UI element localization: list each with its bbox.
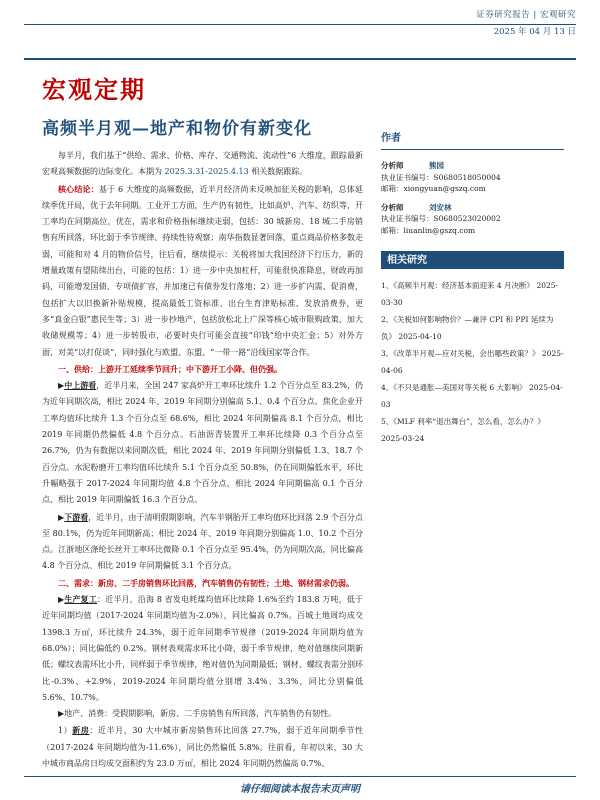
production-text: ：近半月，沿海 8 省发电耗煤均值环比续降 1.6%至约 183.8 万吨，低于近年同期均值（2017-2024 年同期均值为-2.0%），同比偏高 0.7%。百城土地周均成交 1398.3 万㎡，环比续升 24.3%，弱于近年同期季节规律（2019-2024 年同期均值为 68.0%）；同比偏低约 0.2%。钢材表观需求环比小降，弱于季节规律，绝对值继续同期新低；螺纹表需环比小升，同样弱于季节规律，绝对值仍为同期最低；钢材、螺纹表需分别环比-0.3%、+2.9%，2019-2024 年同期均值分别增 3.4%、3.3%，同比分别偏低 5.6%、10.7%。	[42, 595, 364, 702]
downstream-label: 下游看	[64, 511, 89, 522]
related-research-item[interactable]: 5、《MLF 利率“退出舞台”，怎么看，怎么办？》 2025-03-24	[381, 416, 545, 443]
header-rule-thick	[24, 58, 576, 60]
main-body	[42, 148, 363, 772]
downstream-paragraph: ▶下游看，近半月，由于清明假期影响，汽车半钢胎开工率均值环比回落 2.9 个百分点至 80.1%，仍为近年同期新高；相比 2024 年、2019 年同期分别偏高 1.0、10.2 个百分点。江浙地区涤纶长丝开工率环比微降 0.1 个百分点至 95.4%，仍为同期次高，同比偏高 4.8 个百分点、相比 2019 年同期偏低 3.1 个百分点。	[42, 511, 364, 571]
footer-rule	[24, 776, 576, 777]
related-research-item[interactable]: 4、《不只是通胀—美国对等关税 6 大影响》 2025-04-03	[381, 382, 563, 409]
author-cert: 执业证书编号：S0680518050004	[381, 172, 501, 182]
new-home-paragraph	[42, 722, 363, 772]
related-research-list	[381, 277, 564, 447]
author-row	[381, 202, 564, 214]
related-research-item[interactable]: 1、《高频半月观：经济基本面迎来 4 月决断》 2025-03-30	[381, 280, 559, 307]
author-name: 熊园	[429, 161, 444, 170]
upstream-label: 中上游看	[64, 380, 97, 391]
intro-text: 每半月，我们基于“供给、需求、价格、库存、交通物流、流动性”6 大维度，跟踪最新宏观高频数据的边际变化。本期为	[42, 151, 363, 177]
related-research-item[interactable]: 2、《关税如何影响物价？—兼评 CPI 和 PPI 延续为负》 2025-04-10	[381, 314, 554, 341]
footer-disclaimer: 请仔细阅读本报告末页声明	[240, 784, 360, 795]
author-name: 刘安林	[429, 202, 452, 212]
author-role: 分析师	[381, 202, 404, 212]
core-conclusion-paragraph	[42, 181, 363, 361]
production-label: 生产复工	[64, 594, 97, 605]
author-email: 邮箱：liuanlin@gszq.com	[381, 225, 476, 235]
author-block	[381, 160, 564, 237]
report-series: 证券研究报告 | 宏观研究	[476, 10, 576, 20]
report-header	[476, 8, 576, 37]
core-conclusion-label: 核心结论：	[58, 183, 99, 194]
author-role: 分析师	[381, 161, 404, 170]
section-heading-supply: 一、供给：上游开工延续季节回升；中下游开工小降、但仍强。	[58, 363, 282, 374]
production-paragraph: ▶生产复工：近半月，沿海 8 省发电耗煤均值环比续降 1.6%至约 183.8 万吨，低于近年同期均值（2017-2024 年同期均值为-2.0%），同比偏高 0.7%。百城土地周均成交 1398.3 万㎡，环比续升 24.3%，弱于近年同期季节规律（2019-2024 年同期均值为 68.0%）；同比偏低约 0.2%。钢材表观需求环比小降，弱于季节规律，绝对值继续同期新低；螺纹表需环比小升，同样弱于季节规律，绝对值仍为同期最低；钢材、螺纹表需分别环比-0.3%、+2.9%，2019-2024 年同期均值分别增 3.4%、3.3%，同比分别偏低 5.6%、10.7%。	[42, 594, 364, 702]
new-home-text: ：近半月，30 大中城市新房销售环比回落 27.7%，弱于近年同期季节性（2017-2024 年同期均值为-11.6%），同比仍然偏低 5.8%。往前看，年初以来，30 大中城市商品房日均成交面积约为 23.0 万㎡，相比 2024 年同期仍然偏高 0.7%、	[42, 726, 364, 768]
author-row	[381, 160, 564, 172]
new-home-label: 新房	[72, 725, 90, 736]
intro-date-range: 2025.3.31-2025.4.13	[164, 167, 249, 177]
page-title: 高频半月观—地产和物价有新变化	[42, 119, 312, 139]
authors-heading: 作者	[381, 132, 564, 150]
related-research-item[interactable]: 3、《改革半月观—应对关税，会出哪些政策？》 2025-04-06	[381, 348, 564, 375]
property-consumption-text: 地产、消费：受假期影响，新房、二手房销售有所回落，汽车销售仍有韧性。	[64, 709, 337, 719]
author-cert: 执业证书编号：S0680523020002	[381, 214, 501, 224]
header-rule	[24, 24, 576, 25]
related-research-heading: 相关研究	[381, 251, 564, 269]
new-home-index: 1）	[58, 726, 73, 736]
property-consumption-paragraph: ▶地产、消费：受假期影响，新房、二手房销售有所回落，汽车销售仍有韧性。	[58, 709, 337, 719]
author-email: 邮箱：xiongyuan@gszq.com	[381, 184, 486, 194]
document-type: 宏观定期	[42, 75, 146, 104]
section-heading-demand: 二、需求：新房、二手房销售环比回落，汽车销售仍有韧性；土地、钢材需求仍弱。	[58, 577, 354, 588]
sidebar	[381, 132, 564, 447]
upstream-text: ，近半月来，全国 247 家高炉开工率环比续升 1.2 个百分点至 83.2%，仍为近年同期次高，相比 2024 年、2019 年同期分别偏高 5.1、0.4 个百分点。焦化企业开工率均值环比续升 1.3 个百分点至 68.6%，相比 2024 年同期偏高 8.1 个百分点，相比 2019 年同期仍然偏低 4.8 个百分点。石油沥青装置开工率环比续降 0.3 个百分点至 26.7%，仍为有数据以来同期次低，相比 2024 年、2019 年同期分别偏低 1.3、18.7 个百分点。水泥粉磨开工率均值环比续升 5.1 个百分点至 50.8%，仍在同期偏低水平，环比升幅略强于 2017-2024 年同期均值 4.8 个百分点，相比 2024 年同期偏高 0.1 个百分点、相比 2019 年同期偏低 16.3 个百分点。	[42, 381, 364, 505]
report-date: 2025 年 04 月 13 日	[493, 27, 576, 37]
intro-text-end: 相关数据跟踪。	[248, 167, 308, 177]
upstream-paragraph: ▶中上游看，近半月来，全国 247 家高炉开工率环比续升 1.2 个百分点至 83.2%，仍为近年同期次高，相比 2024 年、2019 年同期分别偏高 5.1、0.4 个百分点。焦化企业开工率均值环比续升 1.3 个百分点至 68.6%，相比 2024 年同期偏高 8.1 个百分点，相比 2019 年同期仍然偏低 4.8 个百分点。石油沥青装置开工率环比续降 0.3 个百分点至 26.7%，仍为有数据以来同期次低，相比 2024 年、2019 年同期分别偏低 1.3、18.7 个百分点。水泥粉磨开工率均值环比续升 5.1 个百分点至 50.8%，仍在同期偏低水平，环比升幅略强于 2017-2024 年同期均值 4.8 个百分点，相比 2024 年同期偏高 0.1 个百分点、相比 2019 年同期偏低 16.3 个百分点。	[42, 380, 364, 505]
core-conclusion-text: 基于 6 大维度的高频数据，近半月经济尚未反映加征关税的影响，总体延续季优开局，优于去年同期。工业开工方面，生产仍有韧性，比如高炉、汽车、纺织等，开工率均在同期高位，优在，需求和价格指标继续走弱，包括：30 城新房、18 城二手房销售有所回落，环比弱于季节规律、持续性待观察；南华指数显著回落，重点商品价格多数走弱，可能和对 4 月的物价信号，往后看，继续提示：关税将加大我国经济下行压力，新的增量政策有望陆续出台，可能的包括：1）进一步中央加杠杆，可能很快准降息，财政再加码，可能增发国债、专项债扩容，并加速已有债券发行落地；2）进一步扩内需、促消费，包括扩大以旧换新补贴规模，提高最低工资标准、出台生育津贴标准、发放消费券，更多“真金白银”惠民生等；3）进一步抄地产，包括放松北上广深等核心城市限购政策、加大收储规模等；4）进一步转股市，必要时央行可能会直接“印钱”给中央汇金；5）对外方面，对美“以打促谈”，同时强化与欧盟、东盟、“一带一路”沿线国家等合作。	[42, 184, 363, 357]
downstream-text: ，近半月，由于清明假期影响，汽车半钢胎开工率均值环比回落 2.9 个百分点至 80.1%，仍为近年同期新高；相比 2024 年、2019 年同期分别偏高 1.0、10.2 个百分点。江浙地区涤纶长丝开工率环比微降 0.1 个百分点至 95.4%，仍为同期次高，同比偏高 4.8 个百分点、相比 2019 年同期偏低 3.1 个百分点。	[42, 512, 364, 571]
intro-paragraph	[42, 148, 363, 181]
